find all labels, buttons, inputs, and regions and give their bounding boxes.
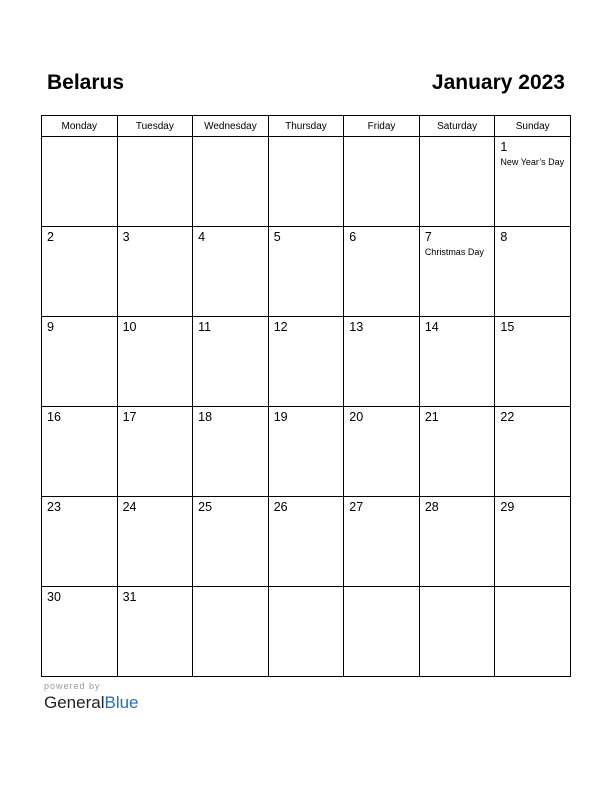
- day-cell: [117, 227, 193, 317]
- day-cell: [344, 497, 420, 587]
- weekday-thursday: Thursday: [268, 116, 344, 137]
- day-number: 15: [500, 320, 515, 334]
- logo-blue: Blue: [104, 693, 139, 712]
- day-cell: [419, 137, 495, 227]
- day-number: 24: [122, 500, 137, 514]
- weekday-sunday: Sunday: [495, 116, 571, 137]
- day-cell: [117, 317, 193, 407]
- day-number: 12: [273, 320, 288, 334]
- day-number: 21: [424, 410, 439, 424]
- day-number: 3: [122, 230, 130, 244]
- day-cell: [268, 587, 344, 677]
- day-cell: [419, 587, 495, 677]
- week-row: [42, 137, 571, 227]
- day-number: 1: [500, 140, 508, 154]
- generalblue-logo: [44, 693, 139, 713]
- day-cell: [419, 227, 495, 317]
- day-number: 19: [273, 410, 288, 424]
- holiday-label: Christmas Day: [424, 247, 484, 257]
- day-number: 28: [424, 500, 439, 514]
- day-cell: [117, 497, 193, 587]
- day-cell: [495, 407, 571, 497]
- weekday-monday: Monday: [42, 116, 118, 137]
- day-number: 25: [198, 500, 213, 514]
- weekday-header-row: [42, 116, 571, 137]
- day-number: 22: [500, 410, 515, 424]
- weekday-friday: Friday: [344, 116, 420, 137]
- day-cell: [42, 317, 118, 407]
- weekday-wednesday: Wednesday: [193, 116, 269, 137]
- day-number: 30: [47, 590, 61, 604]
- week-row: [42, 227, 571, 317]
- day-cell: [495, 137, 571, 227]
- day-number: 2: [47, 230, 54, 244]
- day-cell: [193, 587, 269, 677]
- week-row: [42, 407, 571, 497]
- day-number: 7: [424, 230, 432, 244]
- country-title: Belarus: [47, 71, 125, 94]
- day-cell: [193, 497, 269, 587]
- day-number: 27: [349, 500, 364, 514]
- day-number: 4: [198, 230, 206, 244]
- day-cell: [344, 317, 420, 407]
- day-cell: [344, 407, 420, 497]
- day-cell: [193, 407, 269, 497]
- holiday-label: New Year’s Day: [500, 157, 565, 167]
- day-cell: [344, 137, 420, 227]
- day-cell: [268, 497, 344, 587]
- day-cell: [344, 227, 420, 317]
- day-cell: [42, 137, 118, 227]
- calendar-grid: [41, 115, 571, 677]
- day-number: 8: [500, 230, 508, 244]
- weekday-saturday: Saturday: [419, 116, 495, 137]
- day-cell: [193, 137, 269, 227]
- day-cell: [117, 407, 193, 497]
- day-cell: [193, 317, 269, 407]
- day-cell: [268, 137, 344, 227]
- week-row: [42, 317, 571, 407]
- day-cell: [268, 227, 344, 317]
- footer-branding: [44, 681, 139, 713]
- day-cell: [419, 407, 495, 497]
- powered-by-text: powered by: [44, 681, 101, 691]
- day-cell: [344, 587, 420, 677]
- day-cell: [495, 227, 571, 317]
- day-number: 23: [47, 500, 61, 514]
- day-number: 5: [273, 230, 281, 244]
- day-cell: [495, 317, 571, 407]
- day-cell: [268, 407, 344, 497]
- logo-general: General: [44, 693, 105, 712]
- day-number: 13: [349, 320, 364, 334]
- day-cell: [193, 227, 269, 317]
- day-number: 16: [47, 410, 61, 424]
- weekday-tuesday: Tuesday: [117, 116, 193, 137]
- day-cell: [42, 587, 118, 677]
- day-number: 17: [122, 410, 137, 424]
- day-number: 6: [349, 230, 357, 244]
- month-title: January 2023: [431, 71, 565, 94]
- day-number: 11: [198, 320, 212, 334]
- day-number: 26: [273, 500, 288, 514]
- week-row: [42, 497, 571, 587]
- day-cell: [117, 587, 193, 677]
- day-cell: [495, 587, 571, 677]
- day-cell: [117, 137, 193, 227]
- day-cell: [495, 497, 571, 587]
- day-number: 10: [122, 320, 137, 334]
- day-cell: [42, 227, 118, 317]
- day-number: 20: [349, 410, 364, 424]
- week-row: [42, 587, 571, 677]
- day-number: 18: [198, 410, 213, 424]
- day-number: 9: [47, 320, 54, 334]
- day-number: 14: [424, 320, 439, 334]
- day-cell: [419, 317, 495, 407]
- day-cell: [42, 497, 118, 587]
- day-number: 31: [122, 590, 137, 604]
- day-cell: [419, 497, 495, 587]
- day-number: 29: [500, 500, 515, 514]
- day-cell: [42, 407, 118, 497]
- day-cell: [268, 317, 344, 407]
